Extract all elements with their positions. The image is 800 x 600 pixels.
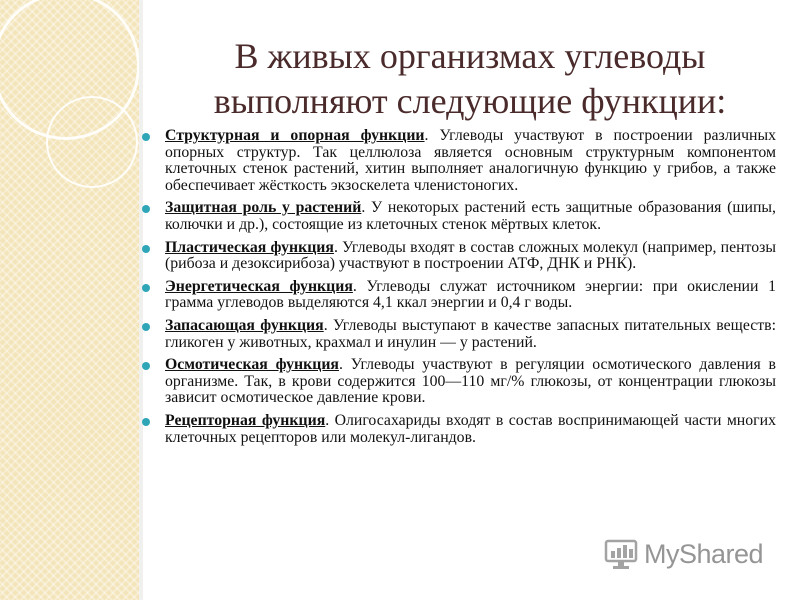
function-description: . Олигосахариды входят в состав воспринимающей части многих клеточных рецепторов или молекул-лигандов. — [165, 411, 776, 446]
bullet-dot-icon — [142, 284, 150, 292]
list-item — [140, 413, 776, 446]
function-term: Защитная роль у растений — [165, 199, 362, 217]
list-item — [140, 318, 776, 351]
function-description: . Углеводы служат источником энергии: при окислении 1 грамма углеводов выделяются 4,1 ккал энергии и 0,4 г воды. — [165, 277, 776, 312]
bullet-list — [140, 128, 776, 568]
list-item — [140, 128, 776, 194]
function-description: . Углеводы выступают в качестве запасных питательных веществ: гликоген у животных, крахмал и инулин — у растений. — [165, 316, 777, 351]
list-item — [140, 200, 776, 233]
bullet-dot-icon — [142, 418, 150, 426]
function-description: . Углеводы входят в состав сложных молекул (например, пентозы (рибоза и дезоксирибоза) участвуют в построении АТФ, ДНК и РНК). — [165, 238, 776, 273]
decorative-side-strip — [0, 0, 141, 600]
bullet-dot-icon — [142, 245, 150, 253]
myshared-logo[interactable] — [604, 536, 763, 572]
function-term: Рецепторная функция — [165, 411, 326, 429]
function-description: . У некоторых растений есть защитные образования (шипы, колючки и др.), состоящие из клеточных стенок мёртвых клеток. — [165, 199, 776, 233]
function-term: Осмотическая функция — [165, 356, 339, 374]
list-item — [140, 279, 776, 312]
function-term: Запасающая функция — [165, 316, 324, 334]
bullet-dot-icon — [142, 205, 150, 213]
bullet-dot-icon — [142, 323, 150, 331]
function-description: . Углеводы участвуют в построении различных опорных структур. Так целлюлоза является основным структурным компонентом клеточных стенок растений, хитин выполняет аналогичную функцию у грибов, а также обеспечивает жёсткость экзоскелета членистоногих. — [165, 127, 776, 194]
slide-title: В живых организмах углеводы выполняют следующие функции: — [213, 36, 727, 121]
list-item — [140, 240, 776, 273]
function-term: Пластическая функция — [165, 238, 334, 256]
list-item — [140, 357, 776, 407]
function-term: Энергетическая функция — [165, 277, 353, 295]
bullet-dot-icon — [142, 362, 150, 370]
function-term: Структурная и опорная функции — [165, 127, 425, 144]
decorative-ring-small — [46, 96, 138, 188]
logo-text: MyShared — [644, 538, 764, 569]
myshared-logo-icon — [604, 537, 640, 571]
function-description: . Углеводы участвуют в регуляции осмотического давления в организме. Так, в крови содержится 100—110 мг/% глюкозы, от концентрации глюкозы зависит осмотическое давление крови. — [165, 356, 776, 407]
bullet-dot-icon — [142, 133, 150, 141]
